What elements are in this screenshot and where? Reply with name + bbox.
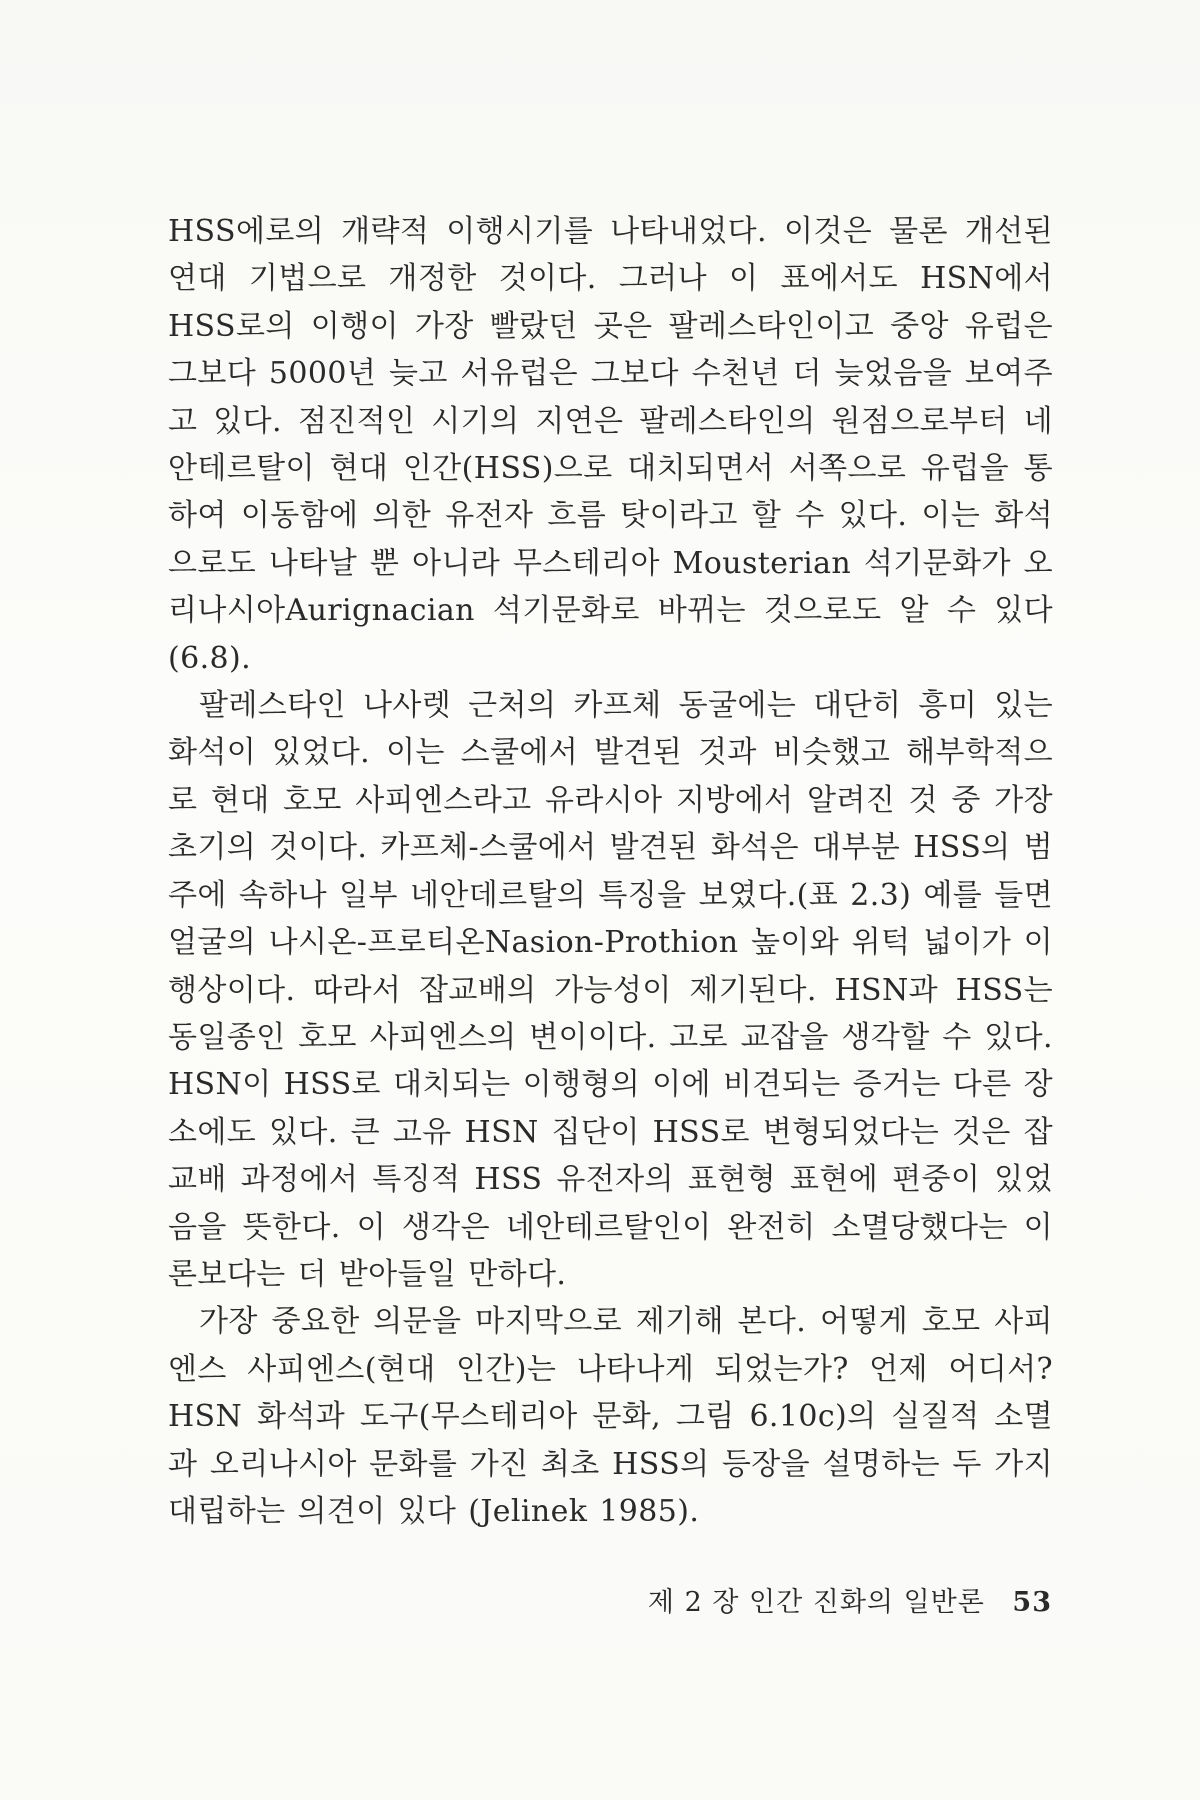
paragraph-1: HSS에로의 개략적 이행시기를 나타내었다. 이것은 물론 개선된 연대 기법으로 개정한 것이다. 그러나 이 표에서도 HSN에서 HSS로의 이행이 가장 빨랐던 곳은 팔레스타인이고 중앙 유럽은 그보다 5000년 늦고 서유럽은 그보다 수천년 더 늦었음을 보여주고 있다. 점진적인 시기의 지연은 팔레스타인의 원점으로부터 네안테르탈이 현대 인간(HSS)으로 대치되면서 서쪽으로 유럽을 통하여 이동함에 의한 유전자 흐름 탓이라고 할 수 있다. 이는 화석으로도 나타날 뿐 아니라 무스테리아 Mousterian 석기문화가 오리나시아Aurignacian 석기문화로 바뀌는 것으로도 알 수 있다(6.8). (168, 214, 1053, 676)
body-text (168, 208, 1053, 1535)
paragraph-2: 팔레스타인 나사렛 근처의 카프체 동굴에는 대단히 흥미 있는 화석이 있었다. 이는 스쿨에서 발견된 것과 비슷했고 해부학적으로 현대 호모 사피엔스라고 유라시아 지방에서 알려진 것 중 가장 초기의 것이다. 카프체-스쿨에서 발견된 화석은 대부분 HSS의 범주에 속하나 일부 네안데르탈의 특징을 보였다.(표 2.3) 예를 들면 얼굴의 나시온-프로티온Nasion-Prothion 높이와 위턱 넓이가 이행상이다. 따라서 잡교배의 가능성이 제기된다. HSN과 HSS는 동일종인 호모 사피엔스의 변이이다. 고로 교잡을 생각할 수 있다. HSN이 HSS로 대치되는 이행형의 이에 비견되는 증거는 다른 장소에도 있다. 큰 고유 HSN 집단이 HSS로 변형되었다는 것은 잡교배 과정에서 특징적 HSS 유전자의 표현형 표현에 편중이 있었음을 뜻한다. 이 생각은 네안테르탈인이 완전히 소멸당했다는 이론보다는 더 받아들일 만하다. (168, 688, 1053, 1292)
page-footer (648, 1580, 1052, 1619)
paragraph-3: 가장 중요한 의문을 마지막으로 제기해 본다. 어떻게 호모 사피엔스 사피엔스(현대 인간)는 나타나게 되었는가? 언제 어디서? HSN 화석과 도구(무스테리아 문화, 그림 6.10c)의 실질적 소멸과 오리나시아 문화를 가진 최초 HSS의 등장을 설명하는 두 가지 대립하는 의견이 있다 (Jelinek 1985). (168, 1304, 1053, 1529)
running-head: 제 2 장 인간 진화의 일반론 (647, 1587, 985, 1618)
page-number: 53 (1012, 1587, 1052, 1618)
